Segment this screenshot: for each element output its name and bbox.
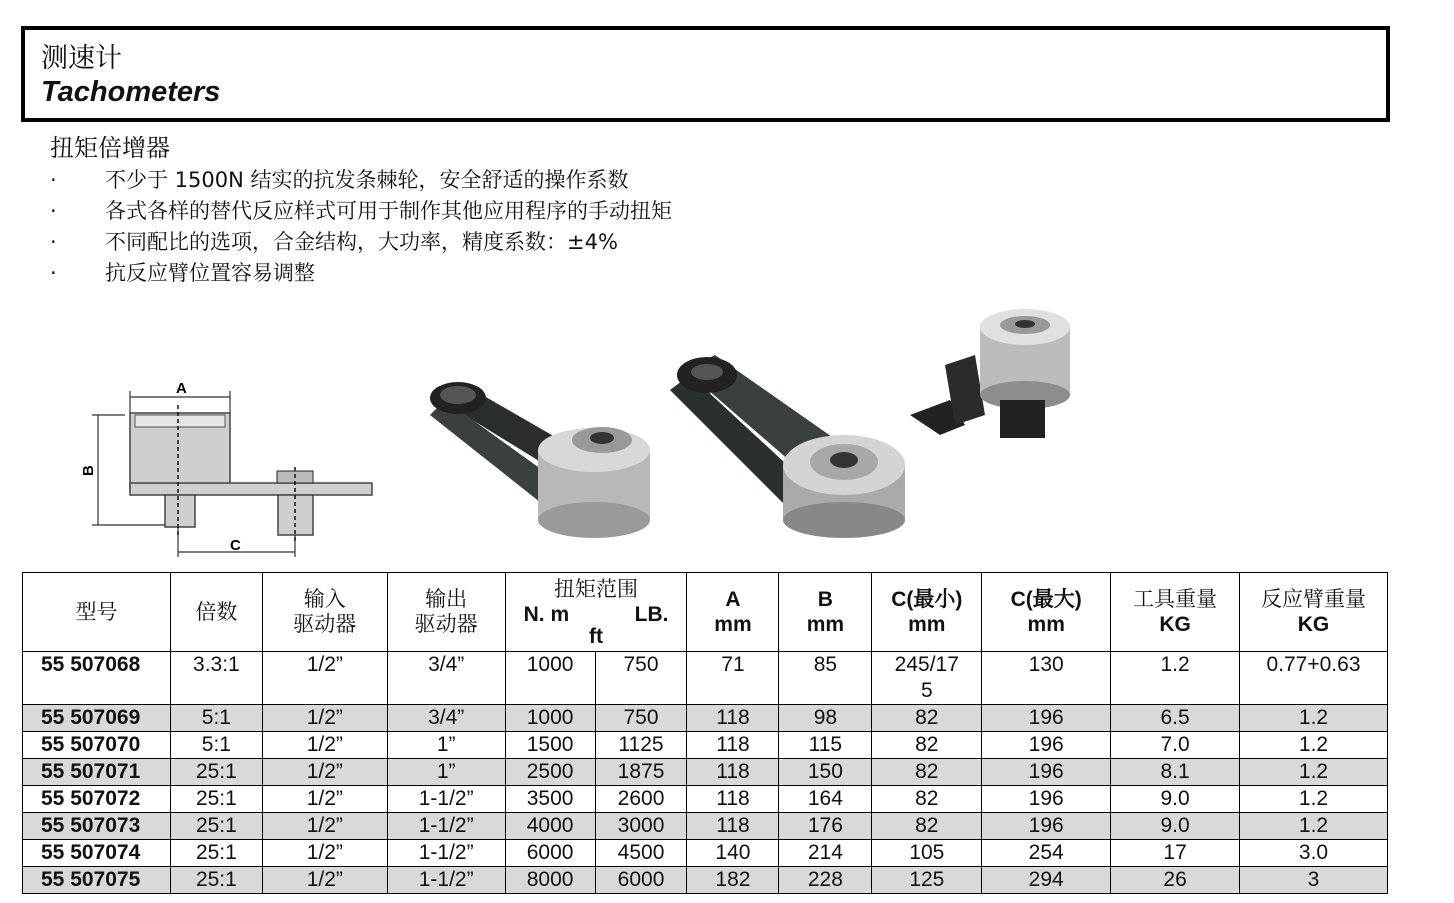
cell-output: 3/4” (387, 705, 505, 732)
cell-nm: 1000 (505, 652, 595, 705)
cell-cmin: 82 (872, 813, 982, 840)
cell-output: 3/4” (387, 652, 505, 705)
cell-cmin: 105 (872, 840, 982, 867)
table-row (23, 786, 1388, 813)
cell-cmax: 196 (982, 732, 1111, 759)
cell-cmax: 196 (982, 786, 1111, 813)
cell-tool-weight: 17 (1111, 840, 1240, 867)
cell-b: 176 (779, 813, 872, 840)
cell-model: 55 507075 (23, 867, 171, 894)
cell-b: 115 (779, 732, 872, 759)
cell-output: 1” (387, 759, 505, 786)
cell-output: 1-1/2” (387, 867, 505, 894)
table-row (23, 652, 1388, 705)
cell-b: 85 (779, 652, 872, 705)
cell-tool-weight: 6.5 (1111, 705, 1240, 732)
cell-input: 1/2” (262, 759, 387, 786)
cell-cmax: 196 (982, 813, 1111, 840)
cell-arm-weight: 3.0 (1240, 840, 1388, 867)
feature-item (50, 166, 672, 197)
header-arm-weight-unit: KG (1297, 613, 1330, 636)
cell-b: 164 (779, 786, 872, 813)
feature-item (50, 197, 672, 228)
product-image-2 (665, 350, 910, 550)
feature-item (50, 259, 672, 290)
feature-text: 不少于 1500N 结实的抗发条棘轮，安全舒适的操作系数 (105, 168, 629, 192)
cell-lb: 4500 (595, 840, 687, 867)
header-tool-weight-unit: KG (1159, 613, 1191, 636)
header-output (387, 573, 505, 652)
cell-input: 1/2” (262, 652, 387, 705)
header-ft: ft (589, 625, 604, 648)
cell-input: 1/2” (262, 813, 387, 840)
cell-ratio: 25:1 (170, 786, 262, 813)
cell-nm: 2500 (505, 759, 595, 786)
cell-input: 1/2” (262, 705, 387, 732)
cell-model: 55 507073 (23, 813, 171, 840)
header-cmin-label: C(最小) (891, 588, 963, 611)
cell-ratio: 25:1 (170, 759, 262, 786)
cell-lb: 6000 (595, 867, 687, 894)
header-torque-range (505, 573, 687, 652)
cell-input: 1/2” (262, 732, 387, 759)
cell-b: 214 (779, 840, 872, 867)
cell-arm-weight: 1.2 (1240, 759, 1388, 786)
cell-lb: 3000 (595, 813, 687, 840)
header-a-unit: mm (714, 613, 752, 636)
header-cmax (982, 573, 1111, 652)
cell-ratio: 5:1 (170, 732, 262, 759)
cell-ratio: 25:1 (170, 813, 262, 840)
cell-a: 118 (687, 786, 779, 813)
bullet-dot: · (50, 261, 57, 285)
cell-output: 1-1/2” (387, 840, 505, 867)
cell-arm-weight: 1.2 (1240, 732, 1388, 759)
cell-nm: 4000 (505, 813, 595, 840)
cell-nm: 1000 (505, 705, 595, 732)
cell-arm-weight: 1.2 (1240, 705, 1388, 732)
cell-cmin: 82 (872, 732, 982, 759)
header-input-label: 输入 (303, 588, 346, 611)
cell-model: 55 507068 (23, 652, 171, 705)
cell-ratio: 5:1 (170, 705, 262, 732)
table-row (23, 813, 1388, 840)
header-model (23, 573, 171, 652)
cell-cmin-part1: 245/17 (894, 653, 959, 676)
dim-label-a: A (176, 380, 187, 397)
cell-a: 182 (687, 867, 779, 894)
header-b-unit: mm (806, 613, 845, 636)
header-b (779, 573, 872, 652)
cell-tool-weight: 8.1 (1111, 759, 1240, 786)
feature-text: 各式各样的替代反应样式可用于制作其他应用程序的手动扭矩 (105, 199, 672, 223)
cell-model: 55 507072 (23, 786, 171, 813)
header-tool-weight-label: 工具重量 (1133, 588, 1218, 611)
cell-arm-weight: 1.2 (1240, 813, 1388, 840)
header-arm-weight (1240, 573, 1388, 652)
cell-cmin: 82 (872, 705, 982, 732)
cell-input: 1/2” (262, 840, 387, 867)
cell-cmax: 196 (982, 705, 1111, 732)
header-box (21, 26, 1390, 122)
header-cmin-unit: mm (908, 613, 946, 636)
header-cmin (872, 573, 982, 652)
header-input (262, 573, 387, 652)
header-model-label: 型号 (75, 600, 118, 624)
cell-arm-weight: 1.2 (1240, 786, 1388, 813)
cell-cmin: 82 (872, 759, 982, 786)
table-row (23, 759, 1388, 786)
cell-lb: 750 (595, 705, 687, 732)
bullet-dot: · (50, 230, 57, 254)
cell-input: 1/2” (262, 786, 387, 813)
cell-cmin (872, 652, 982, 705)
cell-model: 55 507069 (23, 705, 171, 732)
feature-text: 抗反应臂位置容易调整 (105, 261, 315, 285)
cell-input: 1/2” (262, 867, 387, 894)
cell-nm: 8000 (505, 867, 595, 894)
cell-cmax: 130 (982, 652, 1111, 705)
header-b-label: B (817, 588, 833, 611)
header-nm: N. m (523, 603, 570, 626)
cell-b: 98 (779, 705, 872, 732)
cell-a: 118 (687, 705, 779, 732)
table-row (23, 705, 1388, 732)
cell-model: 55 507071 (23, 759, 171, 786)
title-english: Tachometers (41, 76, 221, 108)
dim-label-b: B (80, 465, 97, 476)
cell-tool-weight: 9.0 (1111, 813, 1240, 840)
cell-nm: 1500 (505, 732, 595, 759)
cell-lb: 1125 (595, 732, 687, 759)
table-row (23, 867, 1388, 894)
bullet-dot: · (50, 199, 57, 223)
table-row (23, 840, 1388, 867)
cell-cmin: 125 (872, 867, 982, 894)
cell-arm-weight: 3 (1240, 867, 1388, 894)
cell-output: 1” (387, 732, 505, 759)
table-row (23, 732, 1388, 759)
feature-item (50, 228, 672, 259)
cell-a: 118 (687, 732, 779, 759)
spec-table (22, 572, 1388, 894)
header-cmax-unit: mm (1027, 613, 1065, 636)
cell-output: 1-1/2” (387, 813, 505, 840)
table-header-row (23, 573, 1388, 652)
cell-cmax: 254 (982, 840, 1111, 867)
header-input-sub: 驱动器 (293, 613, 357, 636)
cell-lb: 750 (595, 652, 687, 705)
feature-list (50, 166, 672, 290)
header-tool-weight (1111, 573, 1240, 652)
cell-tool-weight: 26 (1111, 867, 1240, 894)
feature-text: 不同配比的选项，合金结构，大功率，精度系数：±4% (105, 230, 618, 254)
header-ratio-label: 倍数 (195, 600, 238, 624)
cell-tool-weight: 1.2 (1111, 652, 1240, 705)
cell-a: 71 (687, 652, 779, 705)
cell-b: 228 (779, 867, 872, 894)
header-arm-weight-label: 反应臂重量 (1261, 588, 1366, 611)
header-torque-label: 扭矩范围 (554, 578, 639, 601)
cell-model: 55 507074 (23, 840, 171, 867)
header-lb: LB. (634, 603, 669, 626)
header-ratio (170, 573, 262, 652)
cell-cmin: 82 (872, 786, 982, 813)
cell-a: 140 (687, 840, 779, 867)
cell-ratio: 25:1 (170, 867, 262, 894)
cell-model: 55 507070 (23, 732, 171, 759)
dimension-diagram (70, 375, 390, 565)
header-a-label: A (725, 588, 741, 611)
cell-tool-weight: 7.0 (1111, 732, 1240, 759)
product-image-1 (420, 370, 660, 550)
cell-output: 1-1/2” (387, 786, 505, 813)
header-a (687, 573, 779, 652)
header-output-label: 输出 (425, 588, 468, 611)
cell-lb: 2600 (595, 786, 687, 813)
cell-a: 118 (687, 759, 779, 786)
section-title: 扭矩倍增器 (50, 134, 170, 162)
header-output-sub: 驱动器 (414, 613, 478, 636)
cell-arm-weight: 0.77+0.63 (1240, 652, 1388, 705)
cell-ratio: 25:1 (170, 840, 262, 867)
cell-nm: 3500 (505, 786, 595, 813)
product-image-3 (905, 305, 1080, 445)
cell-cmax: 294 (982, 867, 1111, 894)
cell-lb: 1875 (595, 759, 687, 786)
cell-ratio: 3.3:1 (170, 652, 262, 705)
cell-a: 118 (687, 813, 779, 840)
bullet-dot: · (50, 168, 57, 192)
cell-nm: 6000 (505, 840, 595, 867)
cell-cmin-part2: 5 (920, 679, 933, 702)
dim-label-c: C (230, 537, 241, 554)
title-chinese: 测速计 (41, 43, 122, 74)
cell-b: 150 (779, 759, 872, 786)
cell-tool-weight: 9.0 (1111, 786, 1240, 813)
cell-cmax: 196 (982, 759, 1111, 786)
header-cmax-label: C(最大) (1010, 588, 1082, 611)
